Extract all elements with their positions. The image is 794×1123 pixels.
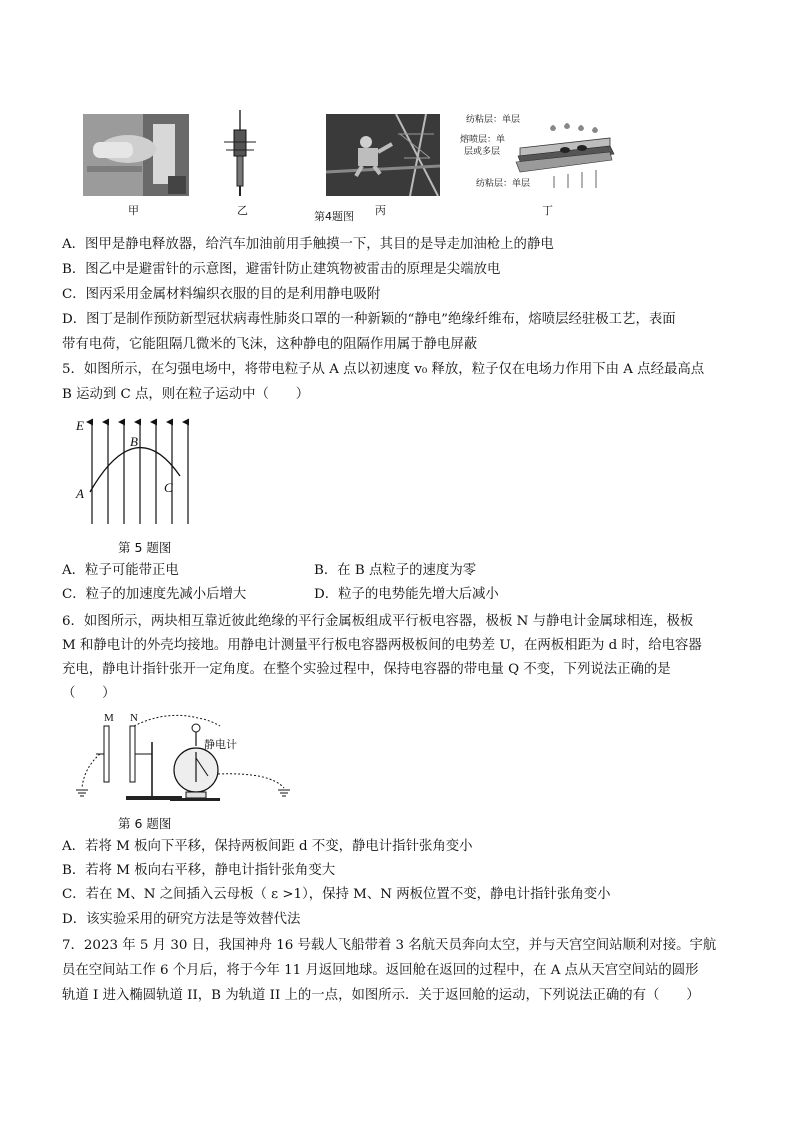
fig6-label-m: M xyxy=(104,712,114,724)
fig4-label-bing: 丙 xyxy=(375,204,386,217)
q6-stem-line2: M 和静电计的外壳均接地。用静电计测量平行板电容器两极板间的电势差 U，在两板相距为 d 时，给电容器 xyxy=(62,638,702,653)
photo-jia-static-discharger xyxy=(83,114,189,196)
figure-4 xyxy=(80,108,640,223)
q7-stem-line3: 轨道 I 进入椭圆轨道 II，B 为轨道 II 上的一点，如图所示．关于返回舱的运动，下列说法正确的有（ ） xyxy=(62,988,700,1003)
ding-label-top: 纺粘层：单层 xyxy=(466,115,521,125)
figure-5-field-diagram xyxy=(72,416,202,528)
q4-option-d-line1: D．图丁是制作预防新型冠状病毒性肺炎口罩的一种新颖的“静电”绝缘纤维布，熔喷层经驻极工艺，表面 xyxy=(62,312,676,327)
q5-option-d: D．粒子的电势能先增大后减小 xyxy=(314,587,499,602)
q6-option-b: B．若将 M 板向右平移，静电计指针张角变大 xyxy=(62,863,336,878)
fig4-label-yi: 乙 xyxy=(237,204,248,217)
q5-option-a: A．粒子可能带正电 xyxy=(62,563,179,578)
ding-label-bottom: 纺粘层：单层 xyxy=(476,179,531,189)
q4-option-d-line2: 带有电荷，它能阻隔几微米的飞沫，这种静电的阻隔作用属于静电屏蔽 xyxy=(62,337,478,352)
fig4-label-jia: 甲 xyxy=(128,204,139,217)
fig4-caption: 第4题图 xyxy=(314,210,354,223)
fig5-label-b: B xyxy=(130,434,138,449)
mask-fabric-diagram xyxy=(460,108,620,200)
fig5-caption: 第 5 题图 xyxy=(118,540,172,555)
q6-stem-line1: 6．如图所示，两块相互靠近彼此绝缘的平行金属板组成平行板电容器，极板 N 与静电计金属球相连，极板 xyxy=(62,614,694,629)
q5-stem-line2: B 运动到 C 点，则在粒子运动中（ ） xyxy=(62,387,310,402)
figure-6-capacitor-apparatus xyxy=(70,712,360,808)
q6-stem-line4: （ ） xyxy=(62,686,116,701)
q5-option-c: C．粒子的加速度先减小后增大 xyxy=(62,587,247,602)
q6-option-d: D．该实验采用的研究方法是等效替代法 xyxy=(62,912,301,927)
q7-stem-line2: 员在空间站工作 6 个月后，将于今年 11 月返回地球。返回舱在返回的过程中，在 A 点从天宫空间站的圆形 xyxy=(62,963,699,978)
q5-stem-line1: 5．如图所示，在匀强电场中，将带电粒子从 A 点以初速度 v₀ 释放，粒子仅在电场力作用下由 A 点经最高点 xyxy=(62,362,705,377)
fig5-label-a: A xyxy=(76,486,84,501)
lightning-rod-diagram xyxy=(220,108,260,200)
ding-label-middle1: 熔喷层：单 xyxy=(460,135,506,145)
q6-option-a: A．若将 M 板向下平移，保持两板间距 d 不变，静电计指针张角变小 xyxy=(62,839,473,854)
fig6-caption: 第 6 题图 xyxy=(118,816,172,831)
photo-bing-tower-worker xyxy=(326,114,440,196)
fig4-label-ding: 丁 xyxy=(542,204,553,217)
q5-option-b: B．在 B 点粒子的速度为零 xyxy=(314,563,477,578)
q4-option-a: A．图甲是静电释放器，给汽车加油前用手触摸一下，其目的是导走加油枪上的静电 xyxy=(62,237,554,252)
q6-stem-line3: 充电，静电计指针张开一定角度。在整个实验过程中，保持电容器的带电量 Q 不变，下列说法正确的是 xyxy=(62,662,671,677)
q4-option-b: B．图乙中是避雷针的示意图，避雷针防止建筑物被雷击的原理是尖端放电 xyxy=(62,262,501,277)
q6-option-c: C．若在 M、N 之间插入云母板（ ε >1），保持 M、N 两板位置不变，静电计指针张角变小 xyxy=(62,887,611,902)
q4-option-c: C．图丙采用金属材料编织衣服的目的是利用静电吸附 xyxy=(62,287,381,302)
fig6-label-n: N xyxy=(130,712,138,724)
fig5-label-e: E xyxy=(76,418,84,433)
q7-stem-line1: 7．2023 年 5 月 30 日，我国神舟 16 号载人飞船带着 3 名航天员奔向太空，并与天宫空间站顺利对接。宇航 xyxy=(62,938,717,953)
fig6-label-electroscope: 静电计 xyxy=(204,738,237,751)
fig5-label-c: C xyxy=(164,480,173,495)
ding-label-middle2: 层或多层 xyxy=(464,147,501,157)
